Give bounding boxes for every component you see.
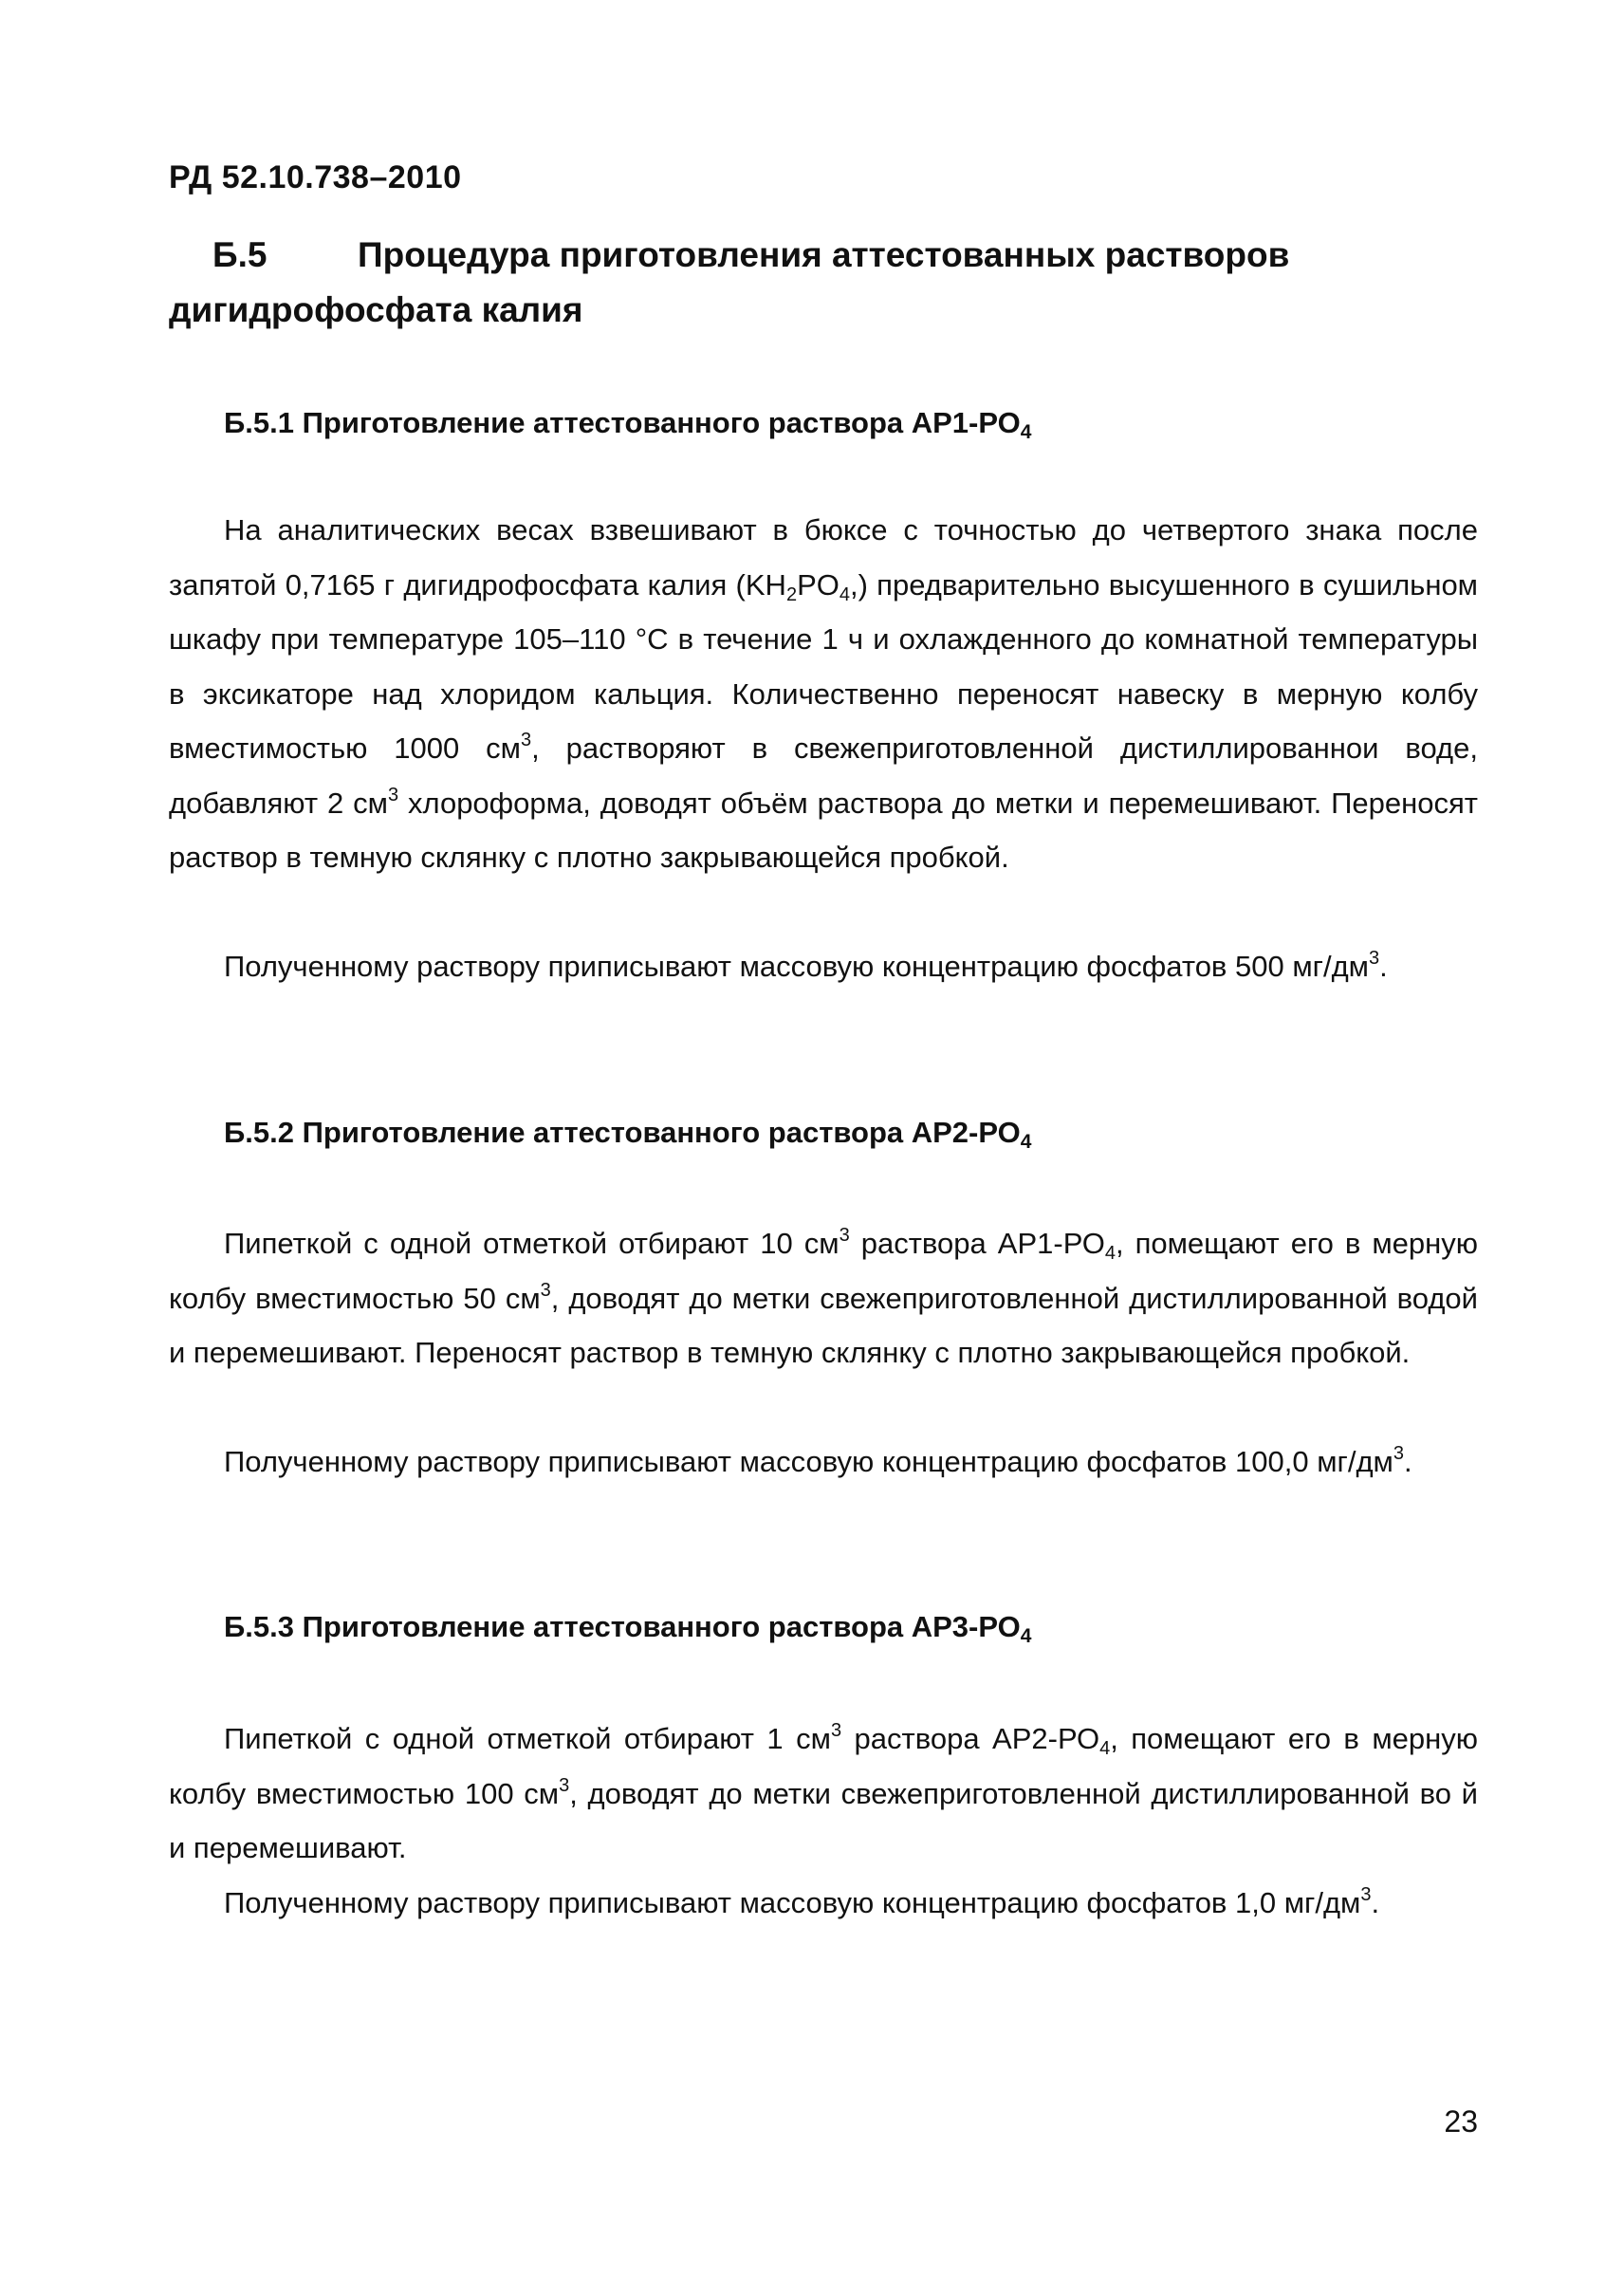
paragraph-b51-concentration: Полученному раствору приписывают массовую концентрацию фосфатов 500 $мг/дм^3$. bbox=[224, 948, 1388, 983]
subsection-heading-b52: Б.5.2 Приготовление аттестованного раствора $АР2-РО_4$ bbox=[224, 1116, 1032, 1153]
paragraph-b52-concentration: Полученному раствору приписывают массовую концентрацию фосфатов 100,0 $мг/дм^3$. bbox=[224, 1443, 1412, 1478]
section-heading bbox=[169, 228, 1478, 338]
section-number: Б.5 bbox=[212, 235, 268, 274]
paragraph-b52-procedure: Пипеткой с одной отметкой отбирают 10 $см^3$ раствора $АР1-РО_4$, помещают его в мерную колбу вместимостью 50 $см^3$, доводят до метки свежеприготовленной дистиллированной водой и перемешивают. Переносят раствор в темную склянку с плотно закрывающейся пробкой. bbox=[169, 1225, 1478, 1369]
subsection-heading-b53: Б.5.3 Приготовление аттестованного раствора $АР3-РО_4$ bbox=[224, 1610, 1032, 1647]
paragraph-b51-procedure: На аналитических весах взвешивают в бюксе с точностью до четвертого знака после запятой 0,7165 г дигидрофосфата калия $(KH_2PO_4,)$ предварительно высушенного в сушильном шкафу при температуре 105–110 °С в течение 1 ч и охлажденного до комнатной температуры в эксикаторе над хлоридом кальция. Количественно переносят навеску в мерную колбу вместимостью 1000 $см^3$, растворяют в свежеприготовленной дистиллированнои воде, добавляют 2 $см^3$ хлороформа, доводят объём раствора до метки и перемешивают. Переносят раствор в темную склянку с плотно закрывающейся пробкой. bbox=[169, 513, 1478, 874]
subsection-heading-b51: Б.5.1 Приготовление аттестованного раствора $АР1-РО_4$ bbox=[224, 406, 1032, 443]
paragraph-b53-concentration: Полученному раствору приписывают массовую концентрацию фосфатов 1,0 $мг/дм^3$. bbox=[224, 1884, 1380, 1919]
paragraph-b53-procedure: Пипеткой с одной отметкой отбирают 1 $см^3$ раствора $АР2-РО_4$, помещают его в мерную колбу вместимостью 100 $см^3$, доводят до метки свежеприготовленной дистиллированной во й и перемешивают. bbox=[169, 1720, 1478, 1864]
document-code: РД 52.10.738–2010 bbox=[169, 159, 462, 195]
section-title: Процедура приготовления аттестованных растворов дигидрофосфата калия bbox=[169, 235, 1290, 329]
page-number: 23 bbox=[1444, 2104, 1478, 2139]
